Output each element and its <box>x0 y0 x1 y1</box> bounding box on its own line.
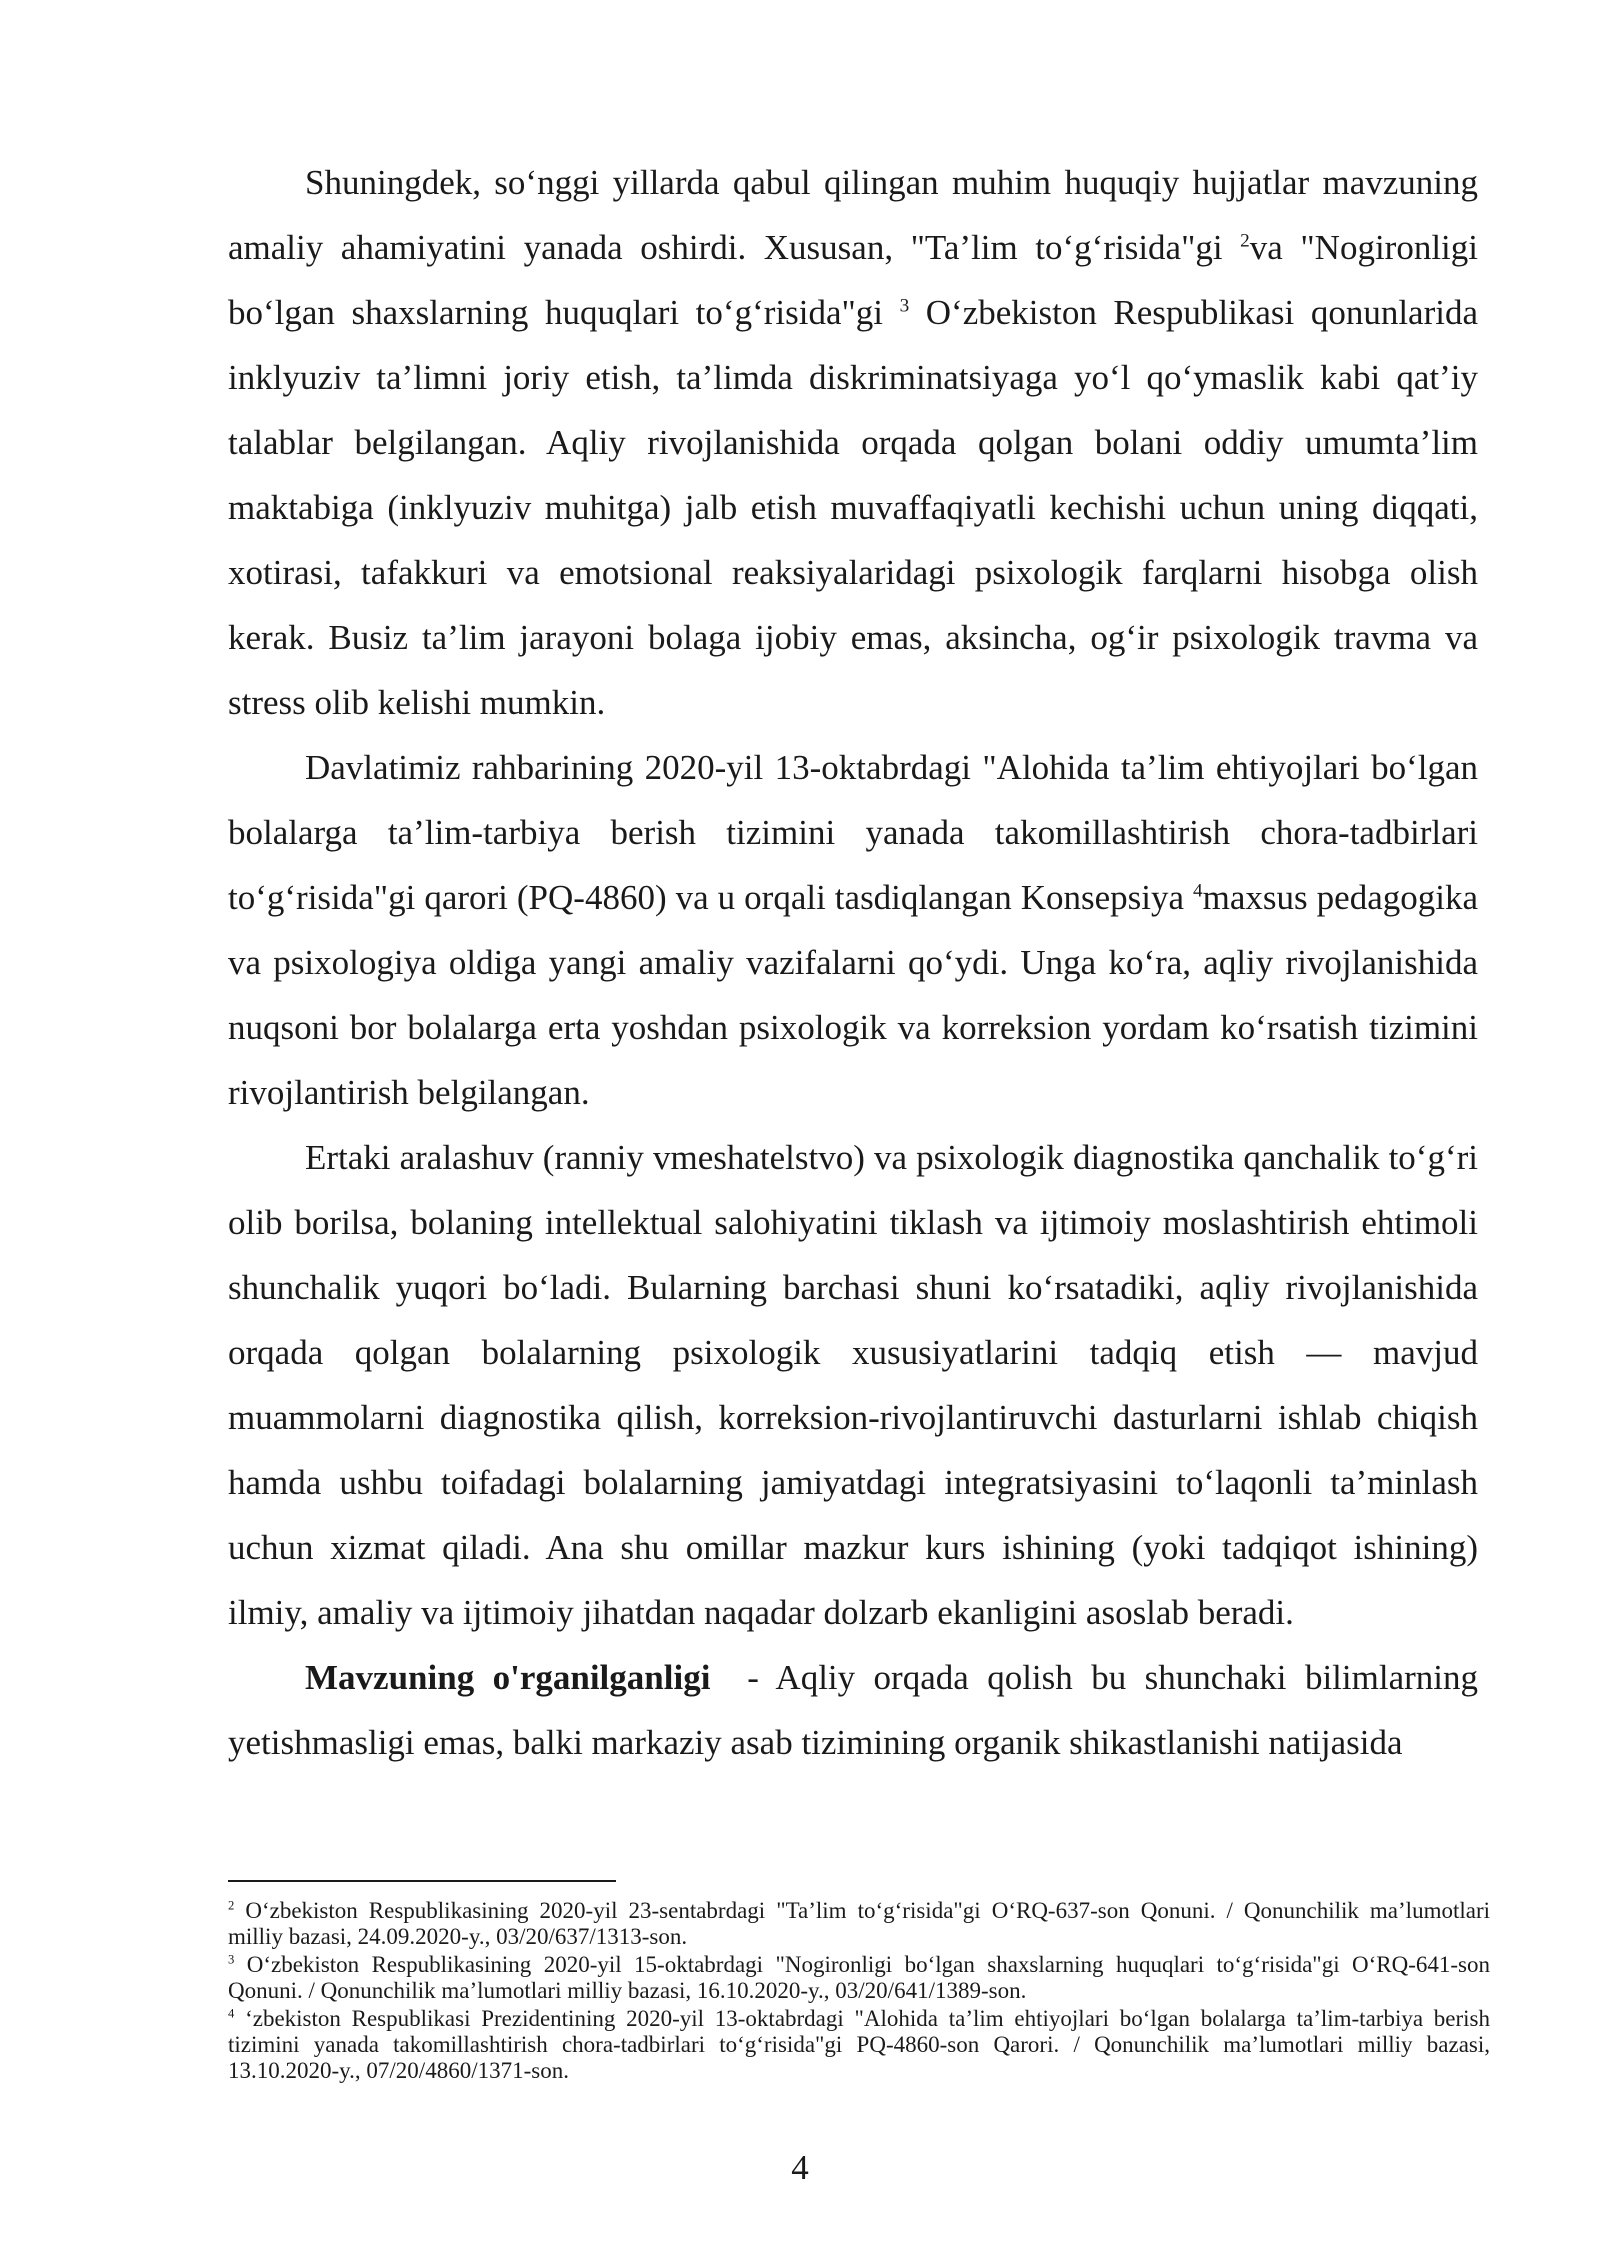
paragraph-2-text-b: maxsus pedagogika va psixologiya oldiga yangi amaliy vazifalarni qo‘ydi. Unga ko‘ra, aqliy rivojlanishida nuqsoni bor bolalarga erta yoshdan psixologik va korreksion yordam ko‘rsatish tizimini rivojlantirish belgilangan. <box>228 878 1478 1112</box>
paragraph-2-text-a: Davlatimiz rahbarining 2020-yil 13-oktabrdagi "Alohida ta’lim ehtiyojlari bo‘lgan bolalarga ta’lim-tarbiya berish tizimini yanada takomillashtirish chora-tadbirlari to‘g‘risida"gi qarori (PQ-4860) va u orqali tasdiqlangan Konsepsiya <box>228 748 1478 917</box>
footnote-marker: 3 <box>228 1952 235 1967</box>
paragraph-4 <box>228 1645 1487 1775</box>
footnote-2 <box>228 1898 1490 1950</box>
footnote-marker: 2 <box>228 1898 235 1913</box>
paragraph-3: Ertaki aralashuv (ranniy vmeshatelstvo) va psixologik diagnostika qanchalik to‘g‘ri olib borilsa, bolaning intellektual salohiyatini tiklash va ijtimoiy moslashtirish ehtimoli shunchalik yuqori bo‘ladi. Bularning barchasi shuni ko‘rsatadiki, aqliy rivojlanishida orqada qolgan bolalarning psixologik xususiyatlarini tadqiq etish — mavjud muammolarni diagnostika qilish, korreksion-rivojlantiruvchi dasturlarni ishlab chiqish hamda ushbu toifadagi bolalarning jamiyatdagi integratsiyasini to‘laqonli ta’minlash uchun xizmat qiladi. Ana shu omillar mazkur kurs ishining (yoki tadqiqot ishining) ilmiy, amaliy va ijtimoiy jihatdan naqadar dolzarb ekanligini asoslab beradi. <box>228 1138 1478 1632</box>
paragraph-1 <box>228 150 1478 735</box>
footnote-ref-4[interactable]: 4 <box>1193 880 1203 902</box>
body-text <box>228 150 1487 1775</box>
footnote-marker: 4 <box>228 2006 235 2021</box>
footnote-text: O‘zbekiston Respublikasining 2020-yil 23-sentabrdagi "Ta’lim to‘g‘risida"gi O‘RQ-637-son Qonuni. / Qonunchilik ma’lumotlari milliy bazasi, 24.09.2020-y., 03/20/637/1313-son. <box>228 1898 1490 1949</box>
footnote-text: O‘zbekiston Respublikasining 2020-yil 15-oktabrdagi "Nogironligi bo‘lgan shaxslarning huquqlari to‘g‘risida"gi O‘RQ-641-son Qonuni. / Qonunchilik ma’lumotlari milliy bazasi, 16.10.2020-y., 03/20/641/1389-son. <box>228 1952 1490 2003</box>
footnotes <box>228 1898 1490 2086</box>
footnote-ref-3[interactable]: 3 <box>899 295 910 317</box>
section-heading: Mavzuning o'rganilganligi <box>305 1658 711 1697</box>
paragraph-2 <box>228 735 1478 1125</box>
footnote-3 <box>228 1952 1490 2004</box>
paragraph-4-text: - Aqliy orqada qolish bu shunchaki bilimlarning yetishmasligi emas, balki markaziy asab tizimining organik shikastlanishi natijasida <box>228 1658 1487 1762</box>
footnote-ref-2[interactable]: 2 <box>1240 230 1250 252</box>
paragraph-1-text-c: O‘zbekiston Respublikasi qonunlarida inklyuziv ta’limni joriy etish, ta’limda diskriminatsiyaga yo‘l qo‘ymaslik kabi qat’iy talablar belgilangan. Aqliy rivojlanishida orqada qolgan bolani oddiy umumta’lim maktabiga (inklyuziv muhitga) jalb etish muvaffaqiyatli kechishi uchun uning diqqati, xotirasi, tafakkuri va emotsional reaksiyalaridagi psixologik farqlarni hisobga olish kerak. Busiz ta’lim jarayoni bolaga ijobiy emas, aksincha, og‘ir psixologik travma va stress olib kelishi mumkin. <box>228 293 1478 722</box>
footnote-separator <box>228 1880 616 1882</box>
paragraph-1-text-a: Shuningdek, so‘nggi yillarda qabul qilingan muhim huquqiy hujjatlar mavzuning amaliy ahamiyatini yanada oshirdi. Xususan, "Ta’lim to‘g‘risida"gi <box>228 163 1478 267</box>
page-number: 4 <box>791 2148 809 2187</box>
paragraph-1-text-b: va "Nogironligi bo‘lgan shaxslarning huquqlari to‘g‘risida"gi <box>228 228 1478 332</box>
footnote-4 <box>228 2006 1490 2084</box>
footnote-text: ‘zbekiston Respublikasi Prezidentining 2020-yil 13-oktabrdagi "Alohida ta’lim ehtiyojlari bo‘lgan bolalarga ta’lim-tarbiya berish tizimini yanada takomillashtirish chora-tadbirlari to‘g‘risida"gi PQ-4860-son Qarori. / Qonunchilik ma’lumotlari milliy bazasi, 13.10.2020-y., 07/20/4860/1371-son. <box>228 2006 1490 2083</box>
